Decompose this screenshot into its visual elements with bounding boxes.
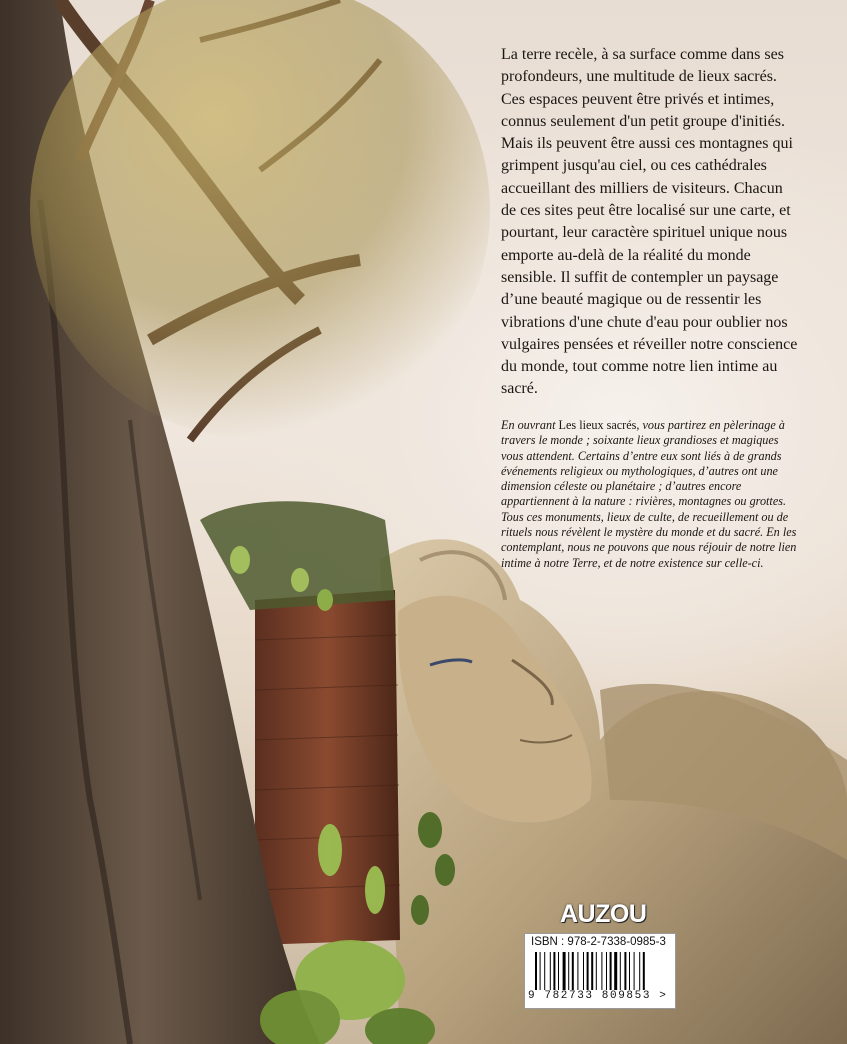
book-title: Les lieux sacrés: [558, 418, 637, 432]
intro-body: , vous partirez en pèlerinage à travers le monde ; soixante lieux grandioses et magiques vous attendent. Certains d’entre eux sont liés à de grands événements religieux ou mythologiques, d’autres ont une dimension céleste ou planétaire ; d’autres encore appartiennent à la nature : rivières, montagnes ou grottes. Tous ces monuments, lieux de culte, de recueillement ou de rituels nous révèlent le mystère du monde et du sacré. En les contemplant, nous ne pouvons que nous réjouir de notre lien intime à notre Terre, et de notre existence sur celle-ci.: [501, 418, 797, 570]
barcode-icon: [535, 952, 665, 990]
isbn-label: ISBN : 978-2-7338-0985-3: [531, 936, 666, 948]
book-introduction: [501, 418, 797, 571]
barcode-number: 9 782733 809853 >: [528, 990, 668, 1002]
back-cover-blurb: La terre recèle, à sa surface comme dans ses profondeurs, une multitude de lieux sacrés. Ces espaces peuvent être privés et intimes, connus seulement d'un petit groupe d'initiés. Mais ils peuvent être aussi ces montagnes qui grimpent jusqu'au ciel, ou ces cathédrales accueillant des milliers de visiteurs. Chacun de ces sites peut être localisé sur une carte, et pourtant, leur caractère spirituel unique nous emporte au-delà de la réalité du monde sensible. Il suffit de contempler un paysage d’une beauté magique ou de ressentir les vibrations d'une chute d'eau pour oublier nos vulgaires pensées et réveiller notre conscience du monde, tout comme notre lien intime au sacré.: [501, 46, 798, 398]
intro-lead: En ouvrant: [501, 418, 559, 432]
publisher-logo: AUZOU: [560, 900, 647, 928]
isbn-barcode-box: [524, 933, 676, 1009]
